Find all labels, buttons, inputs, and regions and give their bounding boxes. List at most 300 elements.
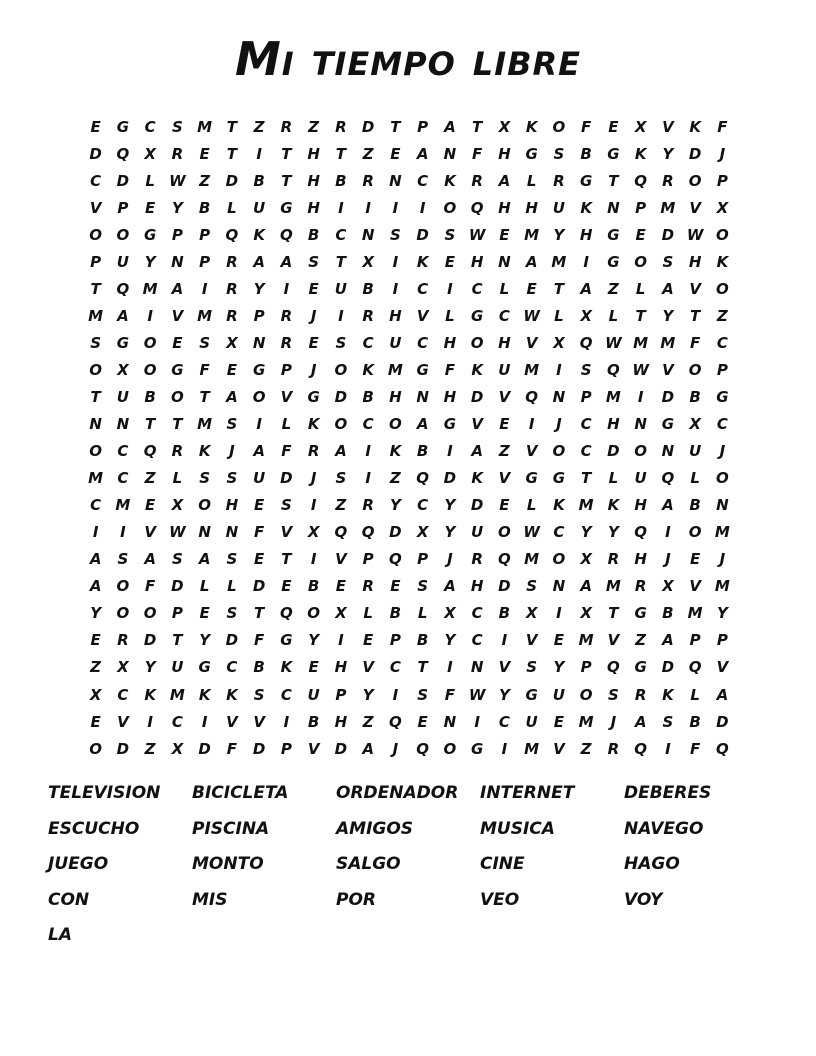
grid-letter[interactable]: J (392, 739, 399, 758)
grid-letter[interactable]: D (661, 225, 675, 244)
grid-letter[interactable]: E (635, 225, 646, 244)
grid-letter[interactable]: S (580, 360, 592, 379)
grid-letter[interactable]: E (553, 631, 564, 650)
grid-letter[interactable]: D (225, 171, 239, 190)
grid-letter[interactable]: F (254, 631, 265, 650)
grid-letter[interactable]: M (660, 198, 676, 217)
grid-letter[interactable]: T (199, 387, 210, 406)
grid-letter[interactable]: X (416, 523, 429, 542)
grid-letter[interactable]: I (392, 685, 399, 704)
grid-letter[interactable]: A (226, 387, 238, 406)
grid-letter[interactable]: A (416, 144, 429, 163)
grid-letter[interactable]: Y (498, 685, 510, 704)
grid-letter[interactable]: W (523, 523, 540, 542)
grid-letter[interactable]: R (226, 279, 238, 298)
grid-letter[interactable]: Z (199, 171, 211, 190)
grid-letter[interactable]: Q (361, 523, 375, 542)
grid-letter[interactable]: K (280, 658, 293, 677)
grid-letter[interactable]: P (117, 198, 129, 217)
grid-letter[interactable]: H (307, 144, 320, 163)
grid-letter[interactable]: K (444, 171, 456, 190)
grid-letter[interactable]: E (90, 712, 101, 731)
grid-letter[interactable]: O (634, 252, 647, 271)
grid-letter[interactable]: O (688, 171, 702, 190)
grid-letter[interactable]: V (89, 198, 102, 217)
grid-letter[interactable]: B (335, 171, 347, 190)
grid-letter[interactable]: Z (253, 117, 265, 136)
grid-letter[interactable]: I (392, 252, 399, 271)
grid-letter[interactable]: B (307, 225, 320, 244)
grid-letter[interactable]: N (443, 712, 457, 731)
grid-letter[interactable]: Y (171, 198, 183, 217)
grid-letter[interactable]: Y (199, 631, 211, 650)
grid-letter[interactable]: B (307, 712, 320, 731)
grid-letter[interactable]: C (417, 171, 429, 190)
grid-letter[interactable]: S (526, 658, 538, 677)
grid-letter[interactable]: B (416, 442, 429, 461)
grid-letter[interactable]: C (362, 415, 374, 434)
grid-letter[interactable]: K (662, 685, 674, 704)
grid-letter[interactable]: T (417, 658, 428, 677)
grid-letter[interactable]: Z (716, 306, 728, 325)
grid-letter[interactable]: A (117, 306, 129, 325)
grid-letter[interactable]: U (307, 685, 320, 704)
grid-letter[interactable]: W (468, 225, 486, 244)
grid-letter[interactable]: C (553, 523, 565, 542)
grid-letter[interactable]: K (580, 198, 592, 217)
grid-letter[interactable]: O (89, 360, 102, 379)
grid-letter[interactable]: K (553, 496, 565, 515)
grid-letter[interactable]: P (689, 631, 701, 650)
grid-letter[interactable]: D (252, 739, 266, 758)
grid-letter[interactable]: I (92, 523, 99, 542)
grid-letter[interactable]: I (120, 523, 126, 542)
grid-letter[interactable]: H (498, 333, 511, 352)
grid-letter[interactable]: T (172, 631, 183, 650)
grid-letter[interactable]: V (117, 712, 129, 731)
grid-letter[interactable]: Q (279, 225, 293, 244)
grid-letter[interactable]: Q (116, 144, 130, 163)
grid-letter[interactable]: V (253, 712, 265, 731)
grid-letter[interactable]: A (580, 279, 592, 298)
grid-letter[interactable]: G (470, 306, 484, 325)
grid-letter[interactable]: I (310, 496, 317, 515)
grid-letter[interactable]: H (389, 387, 402, 406)
grid-letter[interactable]: T (553, 279, 564, 298)
grid-letter[interactable]: E (444, 252, 455, 271)
grid-letter[interactable]: I (447, 658, 453, 677)
grid-letter[interactable]: M (169, 685, 185, 704)
grid-letter[interactable]: Y (253, 279, 265, 298)
grid-letter[interactable]: S (335, 333, 347, 352)
grid-letter[interactable]: H (470, 252, 484, 271)
grid-letter[interactable]: M (578, 496, 594, 515)
grid-letter[interactable]: P (417, 550, 429, 569)
grid-letter[interactable]: B (362, 387, 374, 406)
grid-letter[interactable]: T (90, 387, 101, 406)
grid-letter[interactable]: W (632, 360, 649, 379)
grid-letter[interactable]: I (556, 360, 562, 379)
grid-letter[interactable]: O (634, 442, 647, 461)
grid-letter[interactable]: S (662, 712, 674, 731)
grid-letter[interactable]: J (229, 442, 235, 461)
grid-letter[interactable]: O (715, 469, 729, 488)
grid-letter[interactable]: A (662, 279, 674, 298)
grid-letter[interactable]: O (552, 117, 566, 136)
grid-letter[interactable]: L (227, 198, 237, 217)
grid-letter[interactable]: V (689, 577, 701, 596)
grid-letter[interactable]: M (115, 496, 131, 515)
grid-letter[interactable]: U (116, 252, 129, 271)
grid-letter[interactable]: I (528, 415, 535, 434)
grid-letter[interactable]: Q (116, 279, 130, 298)
grid-letter[interactable]: P (171, 604, 183, 623)
grid-letter[interactable]: A (471, 442, 483, 461)
grid-letter[interactable]: I (392, 279, 399, 298)
grid-letter[interactable]: L (690, 685, 700, 704)
grid-letter[interactable]: C (90, 171, 102, 190)
grid-letter[interactable]: P (580, 658, 592, 677)
grid-letter[interactable]: R (280, 306, 293, 325)
grid-letter[interactable]: A (716, 685, 729, 704)
grid-letter[interactable]: T (690, 306, 701, 325)
grid-letter[interactable]: E (172, 333, 183, 352)
grid-letter[interactable]: R (280, 333, 293, 352)
grid-letter[interactable]: D (89, 144, 102, 163)
grid-letter[interactable]: U (552, 685, 565, 704)
grid-letter[interactable]: N (389, 171, 402, 190)
grid-letter[interactable]: O (170, 387, 184, 406)
grid-letter[interactable]: I (365, 198, 371, 217)
grid-letter[interactable]: I (501, 739, 508, 758)
grid-letter[interactable]: J (610, 712, 617, 731)
grid-letter[interactable]: A (198, 550, 211, 569)
grid-letter[interactable]: P (90, 252, 102, 271)
grid-letter[interactable]: C (226, 658, 238, 677)
grid-letter[interactable]: B (689, 712, 701, 731)
grid-letter[interactable]: E (90, 631, 101, 650)
grid-letter[interactable]: T (254, 604, 265, 623)
grid-letter[interactable]: U (334, 279, 347, 298)
grid-letter[interactable]: O (143, 360, 157, 379)
grid-letter[interactable]: E (363, 631, 374, 650)
grid-letter[interactable]: Q (388, 550, 402, 569)
grid-letter[interactable]: L (526, 171, 537, 190)
grid-letter[interactable]: C (580, 442, 592, 461)
grid-letter[interactable]: K (253, 225, 265, 244)
grid-letter[interactable]: Z (90, 658, 102, 677)
grid-letter[interactable]: O (116, 604, 130, 623)
grid-letter[interactable]: I (665, 739, 671, 758)
grid-letter[interactable]: X (553, 333, 565, 352)
grid-letter[interactable]: G (552, 469, 566, 488)
grid-letter[interactable]: R (171, 442, 184, 461)
grid-letter[interactable]: Z (335, 496, 347, 515)
grid-letter[interactable]: T (335, 144, 346, 163)
grid-letter[interactable]: X (117, 658, 129, 677)
grid-letter[interactable]: S (226, 469, 238, 488)
grid-letter[interactable]: N (198, 523, 211, 542)
grid-letter[interactable]: Y (580, 523, 592, 542)
grid-letter[interactable]: D (661, 658, 675, 677)
grid-letter[interactable]: I (419, 198, 426, 217)
grid-letter[interactable]: T (172, 415, 183, 434)
grid-letter[interactable]: Y (662, 306, 674, 325)
grid-letter[interactable]: D (607, 442, 620, 461)
grid-letter[interactable]: H (498, 198, 511, 217)
grid-letter[interactable]: X (89, 685, 102, 704)
grid-letter[interactable]: X (307, 523, 320, 542)
grid-letter[interactable]: F (581, 117, 592, 136)
grid-letter[interactable]: R (226, 306, 238, 325)
grid-letter[interactable]: J (719, 144, 726, 163)
grid-letter[interactable]: K (362, 360, 374, 379)
grid-letter[interactable]: O (89, 225, 102, 244)
grid-letter[interactable]: I (501, 631, 508, 650)
grid-letter[interactable]: C (716, 333, 728, 352)
grid-letter[interactable]: M (197, 117, 213, 136)
grid-letter[interactable]: V (498, 387, 511, 406)
grid-letter[interactable]: D (171, 577, 184, 596)
grid-letter[interactable]: S (199, 333, 211, 352)
grid-letter[interactable]: R (307, 442, 320, 461)
grid-letter[interactable]: N (89, 415, 102, 434)
grid-letter[interactable]: H (688, 252, 702, 271)
grid-letter[interactable]: R (362, 496, 374, 515)
grid-letter[interactable]: I (201, 279, 208, 298)
grid-letter[interactable]: A (662, 631, 674, 650)
grid-letter[interactable]: G (579, 171, 593, 190)
grid-letter[interactable]: R (226, 252, 238, 271)
grid-letter[interactable]: G (634, 658, 647, 677)
grid-letter[interactable]: Y (553, 225, 565, 244)
grid-letter[interactable]: I (147, 712, 153, 731)
grid-letter[interactable]: F (444, 685, 455, 704)
grid-letter[interactable]: H (579, 225, 593, 244)
grid-letter[interactable]: T (608, 171, 619, 190)
grid-letter[interactable]: E (254, 550, 265, 569)
grid-letter[interactable]: Z (144, 469, 156, 488)
grid-letter[interactable]: Y (444, 631, 456, 650)
grid-letter[interactable]: G (280, 631, 293, 650)
grid-letter[interactable]: R (634, 577, 647, 596)
grid-letter[interactable]: E (308, 333, 319, 352)
grid-letter[interactable]: K (471, 469, 483, 488)
grid-letter[interactable]: P (580, 387, 592, 406)
grid-letter[interactable]: Z (362, 144, 374, 163)
grid-letter[interactable]: U (253, 198, 266, 217)
grid-letter[interactable]: S (417, 685, 429, 704)
grid-letter[interactable]: M (660, 333, 676, 352)
grid-letter[interactable]: D (252, 577, 266, 596)
grid-letter[interactable]: V (144, 523, 156, 542)
grid-letter[interactable]: H (634, 550, 647, 569)
grid-letter[interactable]: E (690, 550, 701, 569)
grid-letter[interactable]: C (417, 279, 429, 298)
grid-letter[interactable]: B (144, 387, 156, 406)
grid-letter[interactable]: V (171, 306, 184, 325)
grid-letter[interactable]: T (608, 604, 619, 623)
grid-letter[interactable]: M (687, 604, 703, 623)
grid-letter[interactable]: M (605, 577, 621, 596)
grid-letter[interactable]: Q (388, 712, 402, 731)
grid-letter[interactable]: C (117, 685, 129, 704)
grid-letter[interactable]: C (471, 631, 483, 650)
grid-letter[interactable]: E (526, 279, 537, 298)
grid-letter[interactable]: Q (279, 604, 293, 623)
grid-letter[interactable]: H (334, 712, 348, 731)
grid-letter[interactable]: G (116, 117, 130, 136)
grid-letter[interactable]: B (253, 171, 265, 190)
grid-letter[interactable]: A (280, 252, 293, 271)
grid-letter[interactable]: V (525, 442, 538, 461)
grid-letter[interactable]: T (281, 144, 292, 163)
grid-letter[interactable]: U (552, 198, 565, 217)
grid-letter[interactable]: L (199, 577, 210, 596)
grid-letter[interactable]: K (198, 442, 211, 461)
grid-letter[interactable]: A (335, 442, 347, 461)
grid-letter[interactable]: N (470, 658, 484, 677)
grid-letter[interactable]: E (145, 496, 156, 515)
grid-letter[interactable]: H (334, 658, 348, 677)
grid-letter[interactable]: O (116, 225, 130, 244)
grid-letter[interactable]: K (525, 117, 538, 136)
grid-letter[interactable]: I (392, 198, 399, 217)
grid-letter[interactable]: F (690, 333, 701, 352)
grid-letter[interactable]: Z (308, 117, 320, 136)
grid-letter[interactable]: X (117, 360, 129, 379)
grid-letter[interactable]: G (470, 739, 484, 758)
grid-letter[interactable]: R (634, 685, 647, 704)
grid-letter[interactable]: P (171, 225, 183, 244)
grid-letter[interactable]: D (225, 631, 239, 650)
grid-letter[interactable]: Y (389, 496, 401, 515)
grid-letter[interactable]: Y (90, 604, 102, 623)
grid-letter[interactable]: B (416, 631, 429, 650)
grid-letter[interactable]: G (116, 333, 130, 352)
grid-letter[interactable]: D (116, 171, 130, 190)
grid-letter[interactable]: X (335, 604, 347, 623)
grid-letter[interactable]: G (171, 360, 184, 379)
grid-letter[interactable]: Q (688, 658, 702, 677)
grid-letter[interactable]: X (525, 604, 538, 623)
grid-letter[interactable]: A (498, 171, 511, 190)
grid-letter[interactable]: S (444, 225, 456, 244)
grid-letter[interactable]: M (714, 523, 730, 542)
grid-letter[interactable]: V (335, 550, 347, 569)
grid-letter[interactable]: I (447, 442, 453, 461)
grid-letter[interactable]: J (310, 360, 317, 379)
grid-letter[interactable]: V (689, 198, 701, 217)
grid-letter[interactable]: E (390, 577, 401, 596)
grid-letter[interactable]: D (116, 739, 130, 758)
grid-letter[interactable]: O (89, 739, 102, 758)
grid-letter[interactable]: X (716, 198, 729, 217)
grid-letter[interactable]: G (607, 144, 620, 163)
grid-letter[interactable]: H (498, 144, 511, 163)
grid-letter[interactable]: Q (634, 523, 647, 542)
grid-letter[interactable]: B (307, 577, 320, 596)
grid-letter[interactable]: N (252, 333, 266, 352)
grid-letter[interactable]: E (308, 279, 319, 298)
grid-letter[interactable]: P (335, 685, 347, 704)
grid-letter[interactable]: A (89, 550, 102, 569)
grid-letter[interactable]: P (716, 631, 728, 650)
grid-letter[interactable]: T (635, 306, 646, 325)
grid-letter[interactable]: C (171, 712, 183, 731)
grid-letter[interactable]: L (281, 415, 292, 434)
grid-letter[interactable]: C (580, 415, 592, 434)
grid-letter[interactable]: O (443, 739, 457, 758)
grid-letter[interactable]: B (362, 279, 374, 298)
grid-letter[interactable]: X (362, 252, 374, 271)
grid-letter[interactable]: O (552, 550, 566, 569)
grid-letter[interactable]: A (144, 550, 156, 569)
grid-letter[interactable]: D (498, 577, 511, 596)
grid-letter[interactable]: W (686, 225, 704, 244)
grid-letter[interactable]: Q (143, 442, 157, 461)
grid-letter[interactable]: K (471, 360, 483, 379)
grid-letter[interactable]: X (226, 333, 238, 352)
grid-letter[interactable]: O (143, 604, 157, 623)
grid-letter[interactable]: E (417, 712, 428, 731)
grid-letter[interactable]: N (661, 442, 675, 461)
grid-letter[interactable]: E (199, 144, 210, 163)
grid-letter[interactable]: B (198, 198, 211, 217)
grid-letter[interactable]: G (198, 658, 211, 677)
grid-letter[interactable]: R (471, 550, 483, 569)
grid-letter[interactable]: C (90, 496, 102, 515)
grid-letter[interactable]: X (144, 144, 156, 163)
grid-letter[interactable]: I (556, 604, 562, 623)
grid-letter[interactable]: V (362, 658, 374, 677)
grid-letter[interactable]: K (416, 252, 429, 271)
grid-letter[interactable]: P (199, 252, 211, 271)
grid-letter[interactable]: R (362, 306, 374, 325)
grid-letter[interactable]: I (283, 279, 290, 298)
grid-letter[interactable]: G (525, 144, 538, 163)
grid-letter[interactable]: X (171, 739, 184, 758)
grid-letter[interactable]: J (719, 442, 726, 461)
grid-letter[interactable]: C (117, 469, 129, 488)
grid-letter[interactable]: W (169, 523, 186, 542)
grid-letter[interactable]: I (637, 387, 644, 406)
grid-letter[interactable]: N (498, 252, 511, 271)
grid-letter[interactable]: J (310, 306, 317, 325)
grid-letter[interactable]: D (334, 739, 348, 758)
grid-letter[interactable]: L (526, 496, 537, 515)
grid-letter[interactable]: I (474, 712, 480, 731)
grid-letter[interactable]: Y (308, 631, 320, 650)
grid-letter[interactable]: P (362, 550, 374, 569)
grid-letter[interactable]: S (253, 685, 265, 704)
grid-letter[interactable]: I (310, 550, 317, 569)
grid-letter[interactable]: D (280, 469, 293, 488)
grid-letter[interactable]: H (525, 198, 538, 217)
grid-letter[interactable]: U (689, 442, 702, 461)
grid-letter[interactable]: E (308, 658, 319, 677)
grid-letter[interactable]: Y (144, 658, 156, 677)
grid-letter[interactable]: L (145, 171, 155, 190)
grid-letter[interactable]: I (147, 306, 153, 325)
grid-letter[interactable]: C (498, 306, 510, 325)
grid-letter[interactable]: X (634, 117, 647, 136)
grid-letter[interactable]: O (307, 604, 320, 623)
grid-letter[interactable]: S (171, 550, 183, 569)
grid-letter[interactable]: V (553, 739, 565, 758)
grid-letter[interactable]: E (608, 117, 619, 136)
grid-letter[interactable]: Q (661, 469, 675, 488)
